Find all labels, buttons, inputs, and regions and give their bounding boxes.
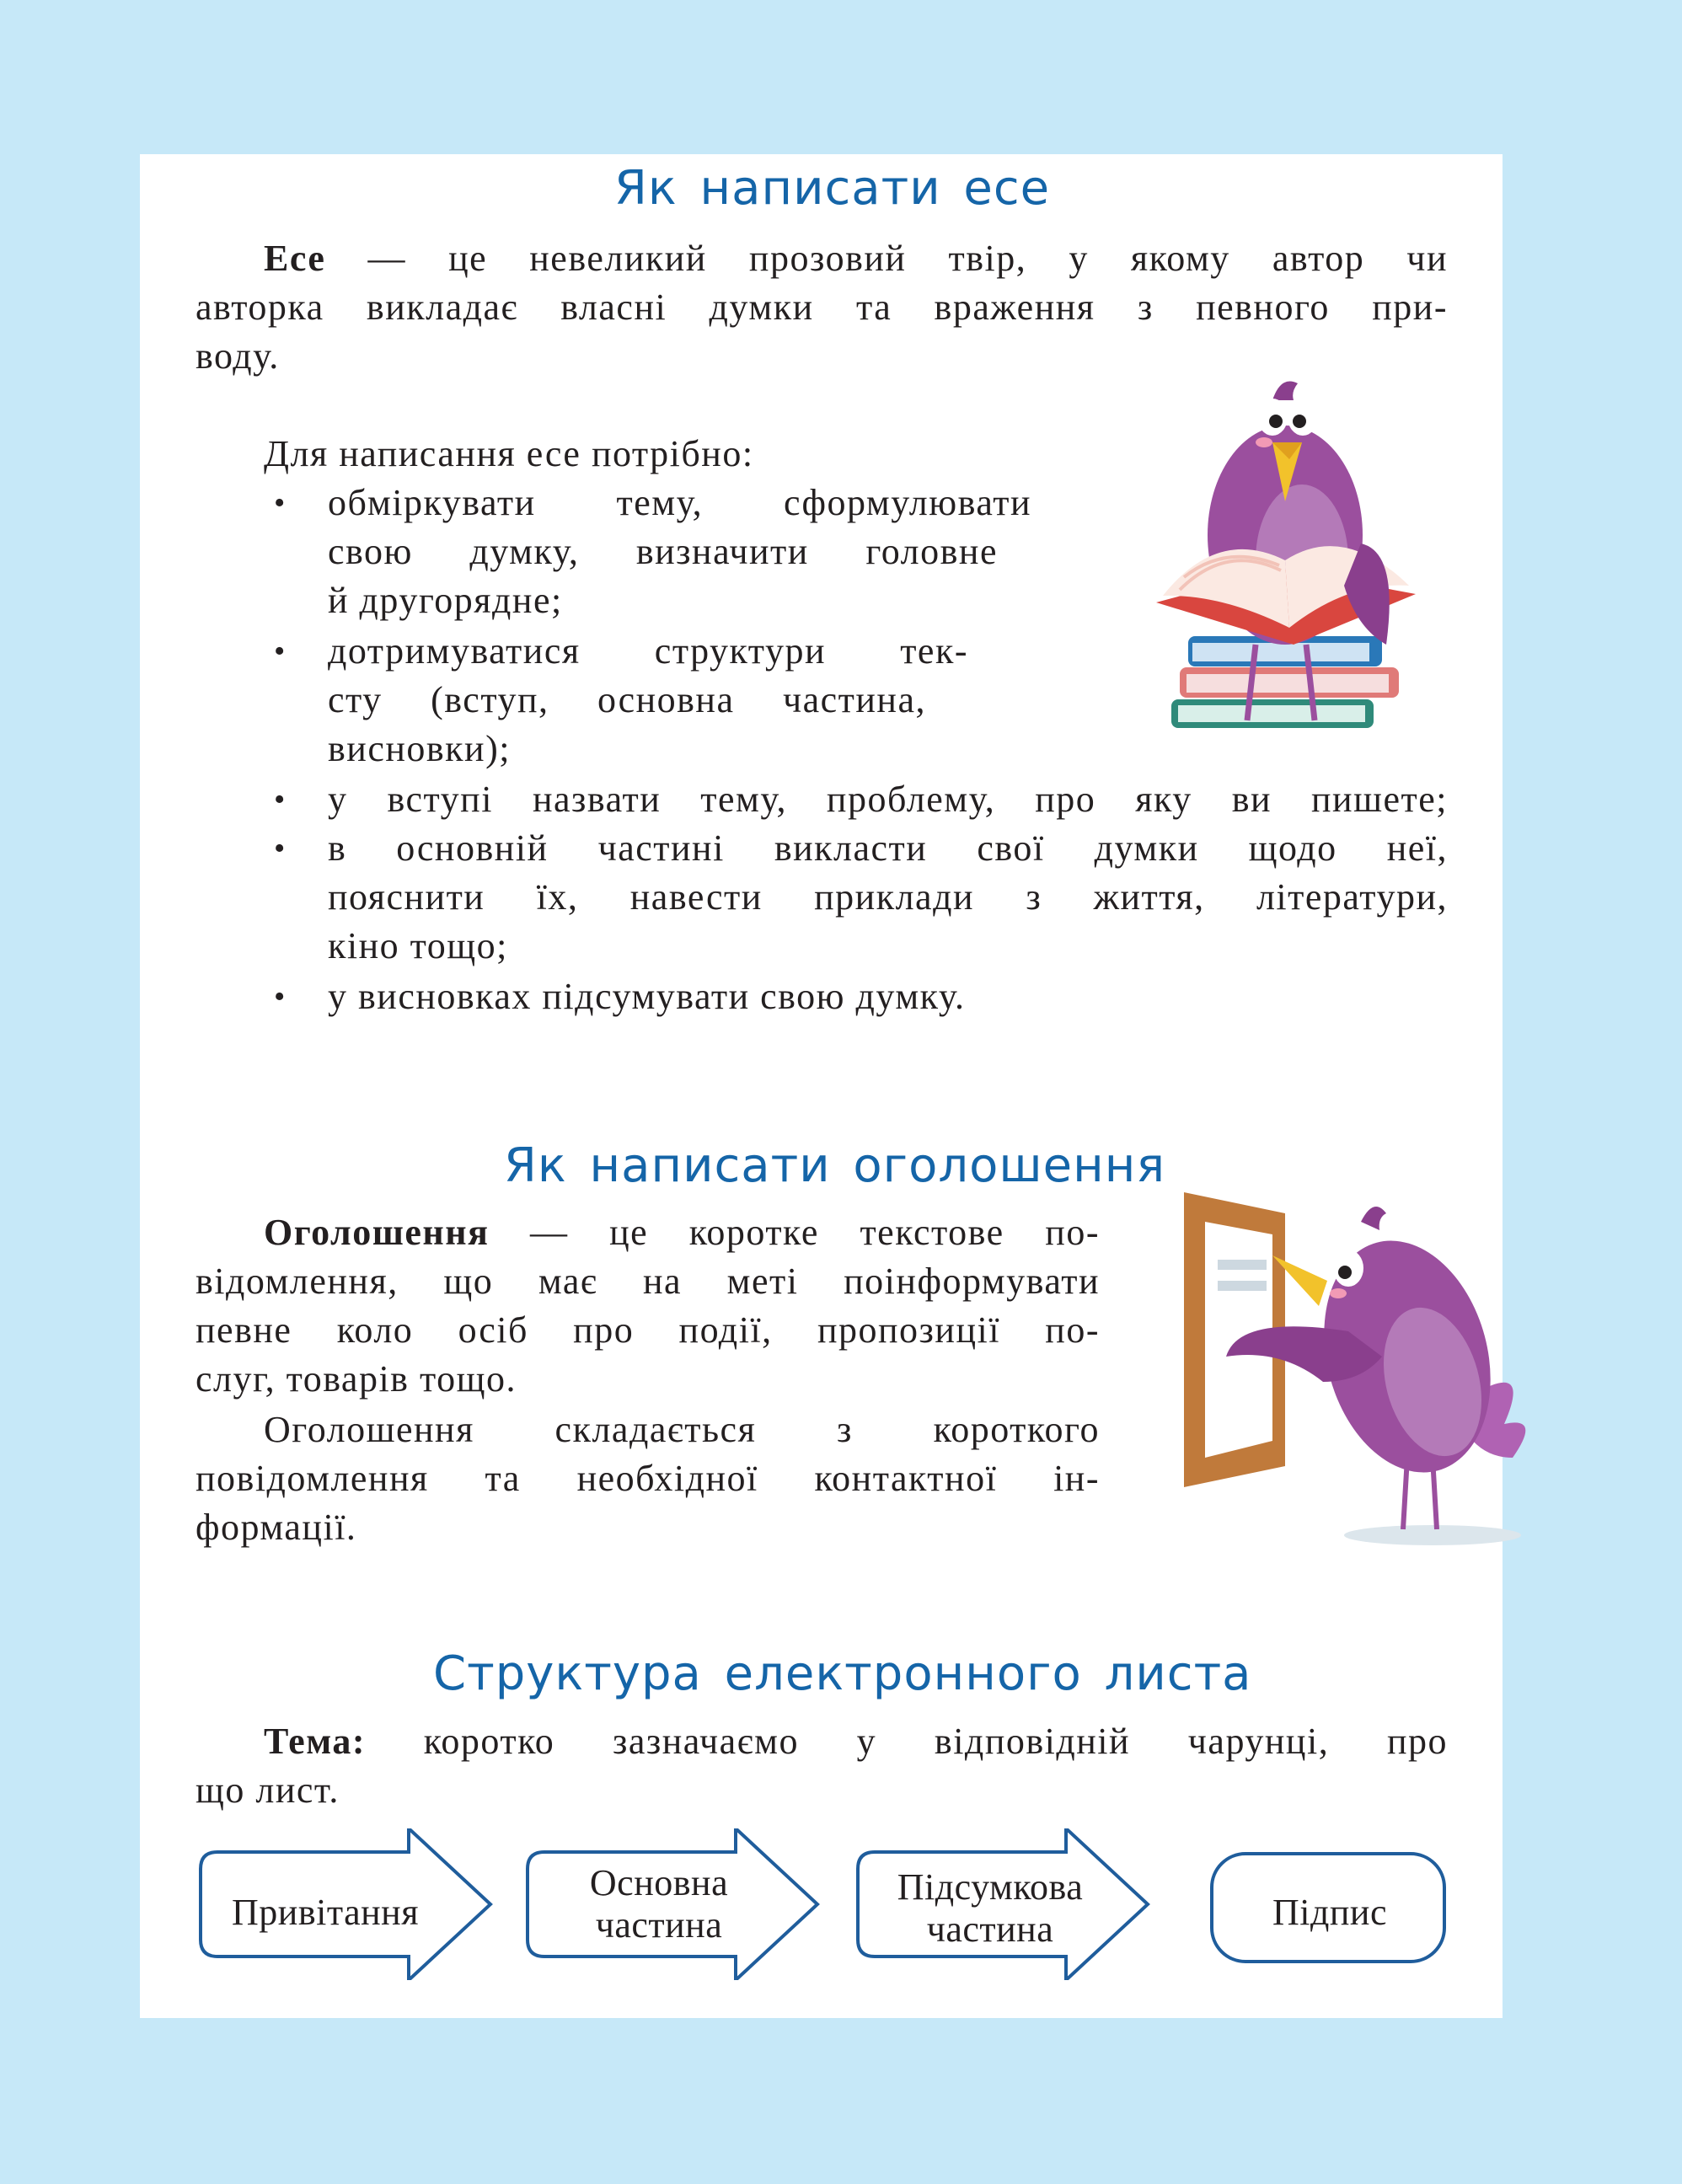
bullet-marker: • bbox=[274, 831, 286, 866]
essay-bullet-1-line-3: й другорядне; bbox=[328, 580, 563, 621]
announcement-title: Як написати оголошення bbox=[504, 1138, 1166, 1193]
announcement-definition-line-4: слуг, товарів тощо. bbox=[196, 1358, 517, 1400]
bird-reading-illustration bbox=[1146, 375, 1433, 737]
announcement-definition-line-1: Оголошення — це коротке текстове по- bbox=[264, 1212, 1100, 1253]
essay-bullet-2-line-2: сту (вступ, основна частина, bbox=[328, 679, 926, 720]
essay-bullet-3-line-1: у вступі назвати тему, проблему, про яку ви пишете; bbox=[328, 779, 1448, 820]
essay-bullet-4-line-1: в основній частині викласти свої думки щодо неї, bbox=[328, 827, 1448, 869]
bullet-marker: • bbox=[274, 782, 286, 817]
essay-bullet-1-line-2: свою думку, визначити головне bbox=[328, 531, 998, 572]
email-subject-line-1: Тема: коротко зазначаємо у відповідній чарунці, про bbox=[264, 1721, 1448, 1762]
announcement-definition-line-3: певне коло осіб про події, пропозиції по- bbox=[196, 1309, 1100, 1351]
announcement-para2-line-3: формації. bbox=[196, 1507, 357, 1548]
announcement-definition-line-2: відомлення, що має на меті поінформувати bbox=[196, 1261, 1100, 1302]
essay-bullet-4-line-2: пояснити їх, навести приклади з життя, літератури, bbox=[328, 876, 1448, 918]
essay-bullet-2-line-3: висновки); bbox=[328, 728, 511, 769]
bullet-marker: • bbox=[274, 979, 286, 1014]
flow-label-signature: Підпис bbox=[1272, 1892, 1387, 1933]
essay-term: Есе bbox=[264, 238, 326, 279]
essay-bullet-1-line-1: обміркувати тему, сформулювати bbox=[328, 482, 1031, 523]
announcement-para2-line-2: повідомлення та необхідної контактної ін- bbox=[196, 1458, 1100, 1499]
essay-bullet-4-line-3: кіно тощо; bbox=[328, 925, 508, 966]
email-title: Структура електронного листа bbox=[433, 1646, 1252, 1701]
announcement-para2-line-1: Оголошення складається з короткого bbox=[264, 1409, 1100, 1450]
announcement-term: Оголошення bbox=[264, 1212, 490, 1253]
bullet-marker: • bbox=[274, 485, 286, 521]
flow-label-greeting: Привітання bbox=[232, 1892, 419, 1933]
email-subject-term: Тема: bbox=[264, 1721, 367, 1762]
essay-needs-intro: Для написання есе потрібно: bbox=[264, 433, 754, 474]
essay-definition-line-3: воду. bbox=[196, 335, 280, 377]
essay-bullet-2-line-1: дотримуватися структури тек- bbox=[328, 630, 968, 672]
bullet-marker: • bbox=[274, 634, 286, 669]
essay-bullet-5-line-1: у висновках підсумувати свою думку. bbox=[328, 976, 966, 1017]
flow-label-closing-part: Підсумкова частина bbox=[897, 1866, 1084, 1950]
bird-at-board-illustration bbox=[1180, 1188, 1551, 1550]
essay-definition-line-2: авторка викладає власні думки та враження з певного при- bbox=[196, 286, 1448, 328]
email-subject-line-2: що лист. bbox=[196, 1769, 340, 1811]
essay-title: Як написати есе bbox=[614, 161, 1051, 216]
flow-label-main-part: Основна частина bbox=[589, 1862, 729, 1946]
essay-definition-line-1: Есе — це невеликий прозовий твір, у якому автор чи bbox=[264, 238, 1448, 279]
